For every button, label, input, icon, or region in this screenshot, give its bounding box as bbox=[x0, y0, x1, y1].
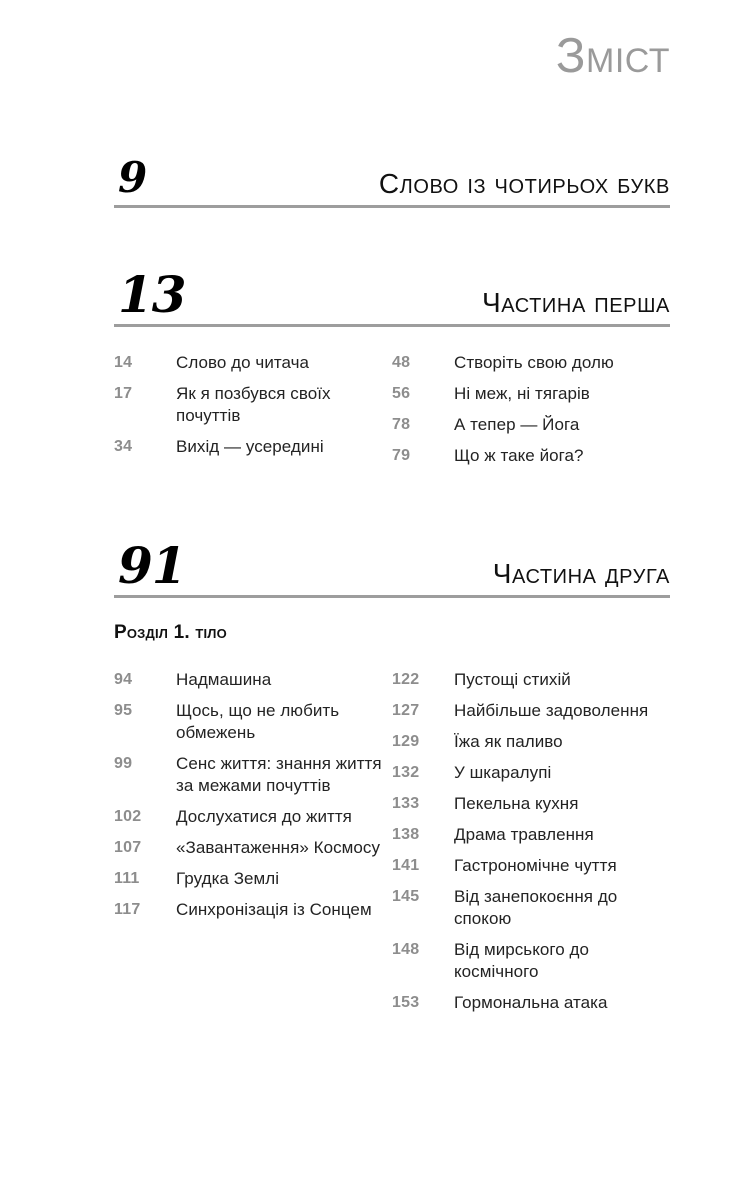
entry-title: Що ж таке йога? bbox=[454, 446, 584, 465]
toc-entry[interactable] bbox=[392, 669, 670, 691]
table-of-contents-page bbox=[114, 0, 670, 1181]
entry-title: Створіть свою долю bbox=[454, 353, 614, 372]
entry-page-number: 14 bbox=[114, 354, 133, 371]
entry-page-number: 48 bbox=[392, 354, 411, 371]
entry-column-right bbox=[392, 352, 670, 476]
toc-entry[interactable] bbox=[392, 793, 670, 815]
entry-column-right bbox=[392, 669, 670, 1023]
section-header-2 bbox=[114, 533, 670, 598]
toc-entry[interactable] bbox=[114, 837, 392, 859]
entry-title: Надмашина bbox=[176, 670, 272, 689]
entry-title: Як я позбувся своїх почуттів bbox=[176, 384, 331, 425]
toc-entry[interactable] bbox=[392, 886, 670, 930]
entry-page-number: 133 bbox=[392, 795, 420, 812]
entry-title: Гастрономічне чуття bbox=[454, 856, 617, 875]
toc-entry[interactable] bbox=[392, 731, 670, 753]
entry-column-left bbox=[114, 352, 392, 467]
toc-entry[interactable] bbox=[392, 762, 670, 784]
entry-title: Синхронізація із Сонцем bbox=[176, 900, 372, 919]
entry-page-number: 138 bbox=[392, 826, 420, 843]
toc-entry[interactable] bbox=[392, 992, 670, 1014]
toc-entry[interactable] bbox=[114, 700, 392, 744]
section-header-row bbox=[114, 143, 670, 201]
entry-page-number: 107 bbox=[114, 839, 142, 856]
section-title: слово із чотирьох букв bbox=[378, 168, 670, 199]
section-title: частина перша bbox=[481, 287, 670, 318]
entry-title: Щось, що не любить обмежень bbox=[176, 701, 340, 742]
entry-title: А тепер — Йога bbox=[454, 415, 580, 434]
section-divider bbox=[114, 324, 670, 327]
entry-page-number: 99 bbox=[114, 755, 133, 772]
entry-title: Сенс життя: знання життя за межами почуттів bbox=[176, 754, 382, 795]
toc-entry[interactable] bbox=[114, 383, 392, 427]
entry-columns-part-two bbox=[114, 669, 670, 1023]
section-header-0 bbox=[114, 143, 670, 208]
chapter-heading: Розділ 1. тіло bbox=[114, 622, 227, 643]
section-page-number: 9 bbox=[118, 153, 147, 202]
section-header-row bbox=[114, 533, 670, 595]
section-header-1 bbox=[114, 262, 670, 327]
section-header-row bbox=[114, 262, 670, 324]
toc-entry[interactable] bbox=[392, 824, 670, 846]
entry-columns-part-one bbox=[114, 352, 670, 476]
entry-title: У шкаралупі bbox=[454, 763, 552, 782]
entry-page-number: 153 bbox=[392, 994, 420, 1011]
entry-page-number: 127 bbox=[392, 702, 420, 719]
entry-title: Вихід — усередині bbox=[176, 437, 324, 456]
section-divider bbox=[114, 205, 670, 208]
entry-title: Пекельна кухня bbox=[454, 794, 579, 813]
entry-column-left bbox=[114, 669, 392, 930]
entry-page-number: 117 bbox=[114, 901, 141, 918]
toc-entry[interactable] bbox=[114, 669, 392, 691]
toc-entry[interactable] bbox=[392, 352, 670, 374]
section-page-number: 91 bbox=[118, 536, 186, 595]
entry-page-number: 79 bbox=[392, 447, 411, 464]
entry-title: Гормональна атака bbox=[454, 993, 608, 1012]
entry-page-number: 132 bbox=[392, 764, 420, 781]
toc-entry[interactable] bbox=[392, 383, 670, 405]
entry-page-number: 17 bbox=[114, 385, 133, 402]
entry-page-number: 78 bbox=[392, 416, 411, 433]
entry-title: Їжа як паливо bbox=[454, 732, 563, 751]
entry-title: Грудка Землі bbox=[176, 869, 280, 888]
entry-page-number: 145 bbox=[392, 888, 420, 905]
section-divider bbox=[114, 595, 670, 598]
page-title: Зміст bbox=[555, 29, 670, 83]
entry-page-number: 102 bbox=[114, 808, 142, 825]
entry-page-number: 129 bbox=[392, 733, 420, 750]
entry-title: Пустощі стихій bbox=[454, 670, 571, 689]
entry-page-number: 56 bbox=[392, 385, 411, 402]
entry-page-number: 141 bbox=[392, 857, 420, 874]
entry-title: Ні меж, ні тягарів bbox=[454, 384, 590, 403]
toc-entry[interactable] bbox=[114, 868, 392, 890]
entry-title: Найбільше задоволення bbox=[454, 701, 649, 720]
toc-entry[interactable] bbox=[114, 753, 392, 797]
toc-entry[interactable] bbox=[392, 445, 670, 467]
entry-page-number: 111 bbox=[114, 870, 140, 887]
entry-page-number: 34 bbox=[114, 438, 133, 455]
entry-page-number: 94 bbox=[114, 671, 133, 688]
toc-entry[interactable] bbox=[114, 899, 392, 921]
section-page-number: 13 bbox=[118, 265, 186, 324]
toc-entry[interactable] bbox=[392, 855, 670, 877]
entry-title: «Завантаження» Космосу bbox=[176, 838, 380, 857]
entry-title: Дослухатися до життя bbox=[176, 807, 352, 826]
entry-title: Слово до читача bbox=[176, 353, 310, 372]
entry-title: Від занепокоєння до спокою bbox=[454, 887, 618, 928]
toc-entry[interactable] bbox=[114, 352, 392, 374]
entry-page-number: 148 bbox=[392, 941, 420, 958]
section-title: частина друга bbox=[492, 558, 670, 589]
toc-entry[interactable] bbox=[392, 414, 670, 436]
entry-page-number: 95 bbox=[114, 702, 133, 719]
toc-entry[interactable] bbox=[114, 806, 392, 828]
toc-entry[interactable] bbox=[392, 939, 670, 983]
toc-entry[interactable] bbox=[114, 436, 392, 458]
entry-title: Драма травлення bbox=[454, 825, 594, 844]
entry-page-number: 122 bbox=[392, 671, 420, 688]
toc-entry[interactable] bbox=[392, 700, 670, 722]
entry-title: Від мирського до космічного bbox=[454, 940, 590, 981]
